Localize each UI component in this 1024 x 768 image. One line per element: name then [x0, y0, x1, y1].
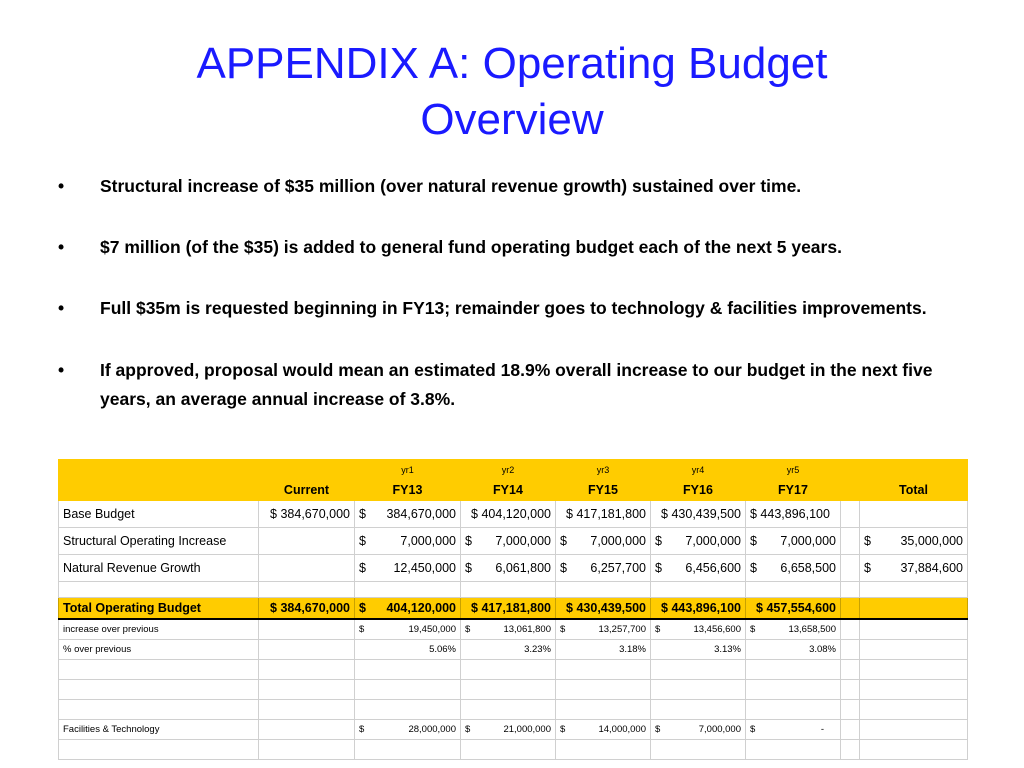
- header-label-cell: [59, 460, 259, 501]
- row-label: % over previous: [59, 640, 259, 660]
- bullet-item: [58, 294, 978, 323]
- empty-row: [59, 740, 968, 760]
- header-current: Current: [259, 460, 355, 501]
- empty-cell: [461, 740, 556, 760]
- cell-fy13: $ 12,450,000: [355, 555, 461, 582]
- empty-cell: [259, 680, 355, 700]
- row-label: Total Operating Budget: [59, 598, 259, 620]
- cell-fy14: $ 13,061,800: [461, 619, 556, 640]
- cell-fy16: $ 443,896,100: [651, 598, 746, 620]
- row-label: increase over previous: [59, 619, 259, 640]
- bullet-marker: •: [58, 176, 65, 196]
- bullet-item: [58, 233, 978, 262]
- empty-row: [59, 680, 968, 700]
- empty-cell: [651, 740, 746, 760]
- empty-row: [59, 582, 968, 598]
- cell-spacer: [841, 501, 860, 528]
- bullet-marker: •: [58, 298, 65, 318]
- cell-fy16: $ 430,439,500: [651, 501, 746, 528]
- cell-fy14: $ 417,181,800: [461, 598, 556, 620]
- cell-fy15: $ 430,439,500: [556, 598, 651, 620]
- empty-cell: [59, 660, 259, 680]
- cell-fy14: 3.23%: [461, 640, 556, 660]
- cell-current: [259, 640, 355, 660]
- cell-spacer: [841, 640, 860, 660]
- table-row: [59, 640, 968, 660]
- cell-fy14: $ 404,120,000: [461, 501, 556, 528]
- cell-fy17: $ 443,896,100: [746, 501, 841, 528]
- cell-total: [860, 640, 968, 660]
- cell-current: [259, 555, 355, 582]
- empty-cell: [259, 740, 355, 760]
- empty-row: [59, 700, 968, 720]
- cell-total: [860, 619, 968, 640]
- empty-cell: [860, 660, 968, 680]
- cell-spacer: [841, 598, 860, 620]
- empty-cell: [59, 700, 259, 720]
- cell-fy13: $ 404,120,000: [355, 598, 461, 620]
- empty-cell: [746, 582, 841, 598]
- row-label: Natural Revenue Growth: [59, 555, 259, 582]
- cell-current: $ 384,670,000: [259, 501, 355, 528]
- header-total: Total: [860, 460, 968, 501]
- cell-fy13: $ 28,000,000: [355, 720, 461, 740]
- header-fy14: yr2 FY14: [461, 460, 556, 501]
- cell-total: $ 37,884,600: [860, 555, 968, 582]
- cell-fy15: $ 6,257,700: [556, 555, 651, 582]
- total-row: [59, 598, 968, 620]
- empty-cell: [651, 680, 746, 700]
- empty-cell: [461, 660, 556, 680]
- cell-fy16: $ 6,456,600: [651, 555, 746, 582]
- cell-fy17: $ 7,000,000: [746, 528, 841, 555]
- empty-cell: [651, 700, 746, 720]
- header-spacer: [841, 460, 860, 501]
- empty-cell: [355, 660, 461, 680]
- empty-cell: [841, 700, 860, 720]
- empty-row: [59, 660, 968, 680]
- empty-cell: [259, 700, 355, 720]
- bullet-marker: •: [58, 237, 65, 257]
- empty-cell: [860, 700, 968, 720]
- cell-fy17: $ 13,658,500: [746, 619, 841, 640]
- cell-fy16: $ 7,000,000: [651, 528, 746, 555]
- cell-total: $ 35,000,000: [860, 528, 968, 555]
- bullet-text: If approved, proposal would mean an estimated 18.9% overall increase to our budget in the next five years, an average annual increase of 3.8%.: [100, 360, 933, 409]
- bullet-item: [58, 172, 978, 201]
- cell-fy15: $ 417,181,800: [556, 501, 651, 528]
- empty-cell: [860, 740, 968, 760]
- cell-total: [860, 501, 968, 528]
- table-header-row: [59, 460, 968, 501]
- cell-spacer: [841, 619, 860, 640]
- empty-cell: [651, 660, 746, 680]
- cell-current: [259, 619, 355, 640]
- row-label: Facilities & Technology: [59, 720, 259, 740]
- cell-fy15: 3.18%: [556, 640, 651, 660]
- title-line-2: Overview: [420, 95, 604, 144]
- table-row: [59, 720, 968, 740]
- empty-cell: [355, 582, 461, 598]
- cell-current: $ 384,670,000: [259, 598, 355, 620]
- empty-cell: [461, 680, 556, 700]
- cell-fy13: $ 384,670,000: [355, 501, 461, 528]
- bullet-list: [58, 172, 978, 446]
- row-label: Structural Operating Increase: [59, 528, 259, 555]
- empty-cell: [556, 700, 651, 720]
- bullet-text: $7 million (of the $35) is added to general fund operating budget each of the next 5 years.: [100, 237, 842, 257]
- cell-spacer: [841, 555, 860, 582]
- empty-cell: [355, 700, 461, 720]
- empty-cell: [841, 660, 860, 680]
- cell-fy14: $ 21,000,000: [461, 720, 556, 740]
- empty-cell: [841, 680, 860, 700]
- table-row: [59, 555, 968, 582]
- cell-current: [259, 720, 355, 740]
- cell-fy13: 5.06%: [355, 640, 461, 660]
- empty-cell: [746, 680, 841, 700]
- empty-cell: [259, 582, 355, 598]
- cell-fy15: $ 14,000,000: [556, 720, 651, 740]
- empty-cell: [556, 740, 651, 760]
- bullet-item: [58, 356, 978, 414]
- header-fy13: yr1 FY13: [355, 460, 461, 501]
- bullet-marker: •: [58, 360, 65, 380]
- empty-cell: [746, 740, 841, 760]
- header-fy16: yr4 FY16: [651, 460, 746, 501]
- empty-cell: [59, 680, 259, 700]
- row-label: Base Budget: [59, 501, 259, 528]
- empty-cell: [860, 582, 968, 598]
- cell-fy13: $ 7,000,000: [355, 528, 461, 555]
- empty-cell: [355, 680, 461, 700]
- empty-cell: [556, 680, 651, 700]
- empty-cell: [461, 582, 556, 598]
- table-row: [59, 528, 968, 555]
- empty-cell: [556, 582, 651, 598]
- cell-fy16: $ 13,456,600: [651, 619, 746, 640]
- empty-cell: [860, 680, 968, 700]
- cell-total: [860, 598, 968, 620]
- table-row: [59, 619, 968, 640]
- cell-fy17: $ 457,554,600: [746, 598, 841, 620]
- cell-spacer: [841, 528, 860, 555]
- empty-cell: [746, 660, 841, 680]
- empty-cell: [841, 740, 860, 760]
- empty-cell: [556, 660, 651, 680]
- bullet-text: Full $35m is requested beginning in FY13; remainder goes to technology & facilities improvements.: [100, 298, 927, 318]
- empty-cell: [746, 700, 841, 720]
- cell-spacer: [841, 720, 860, 740]
- cell-total: [860, 720, 968, 740]
- title-line-1: APPENDIX A: Operating Budget: [196, 39, 828, 88]
- budget-table: [58, 459, 968, 760]
- empty-cell: [259, 660, 355, 680]
- empty-cell: [59, 582, 259, 598]
- cell-fy16: $ 7,000,000: [651, 720, 746, 740]
- cell-fy14: $ 7,000,000: [461, 528, 556, 555]
- cell-fy17: $ -: [746, 720, 841, 740]
- cell-fy17: $ 6,658,500: [746, 555, 841, 582]
- table-row: [59, 501, 968, 528]
- cell-fy15: $ 13,257,700: [556, 619, 651, 640]
- empty-cell: [651, 582, 746, 598]
- cell-fy15: $ 7,000,000: [556, 528, 651, 555]
- empty-cell: [841, 582, 860, 598]
- empty-cell: [59, 740, 259, 760]
- cell-current: [259, 528, 355, 555]
- bullet-text: Structural increase of $35 million (over natural revenue growth) sustained over time.: [100, 176, 802, 196]
- cell-fy14: $ 6,061,800: [461, 555, 556, 582]
- cell-fy16: 3.13%: [651, 640, 746, 660]
- header-fy15: yr3 FY15: [556, 460, 651, 501]
- empty-cell: [461, 700, 556, 720]
- cell-fy13: $ 19,450,000: [355, 619, 461, 640]
- empty-cell: [355, 740, 461, 760]
- slide-title: [0, 36, 1024, 148]
- cell-fy17: 3.08%: [746, 640, 841, 660]
- header-fy17: yr5 FY17: [746, 460, 841, 501]
